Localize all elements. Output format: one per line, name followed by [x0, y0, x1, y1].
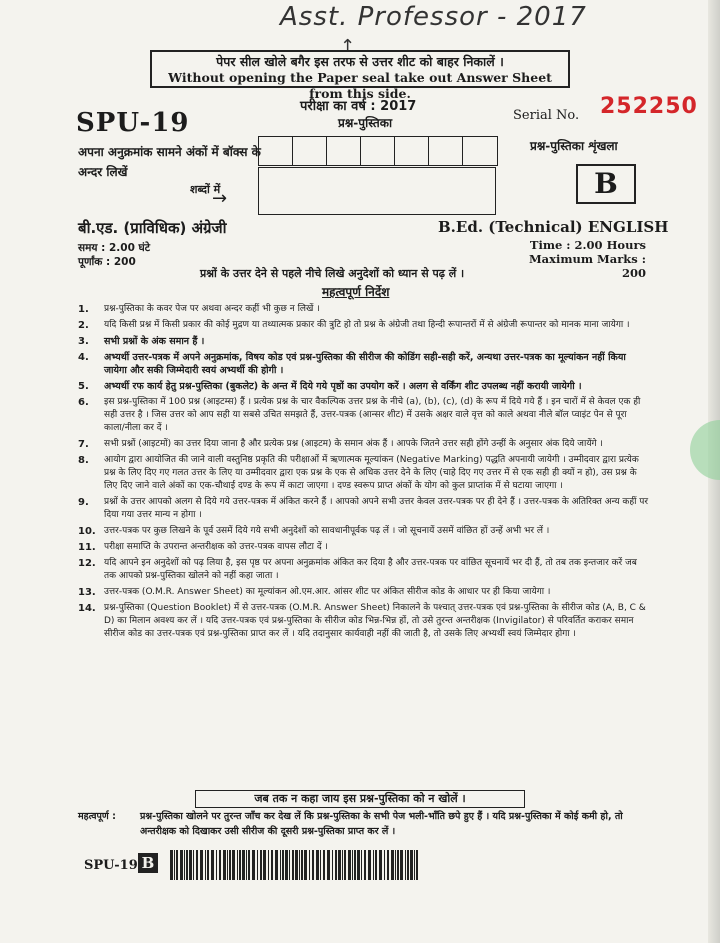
- time-marks-english: [520, 238, 646, 280]
- instruction-text: उत्तर-पत्रक (O.M.R. Answer Sheet) का मूल्यांकन ओ.एम.आर. आंसर शीट पर अंकित सीरीज कोड के आधार पर ही किया जायेगा ।: [104, 587, 551, 597]
- green-stamp: [690, 420, 720, 480]
- instruction-text: प्रश्न-पुस्तिका के कवर पेज पर अथवा अन्दर कहीं भी कुछ न लिखें ।: [104, 304, 320, 314]
- instruction-text: परीक्षा समाप्ति के उपरान्त अन्तरीक्षक को उत्तर-पत्रक वापस लौटा दें ।: [104, 542, 328, 552]
- barcode-bar: [375, 850, 377, 880]
- roll-number-label: अपना अनुक्रमांक सामने अंकों में बॉक्स के अन्दर लिखें: [78, 145, 261, 179]
- roll-digit-box[interactable]: [463, 137, 497, 165]
- roll-digit-box[interactable]: [327, 137, 361, 165]
- barcode-bar: [174, 850, 175, 880]
- barcode-bar: [246, 850, 247, 880]
- serial-number: 252250: [600, 94, 698, 119]
- instruction-item: [78, 351, 650, 377]
- arrow-up-icon: ↑: [340, 36, 356, 57]
- important-text: प्रश्न-पुस्तिका खोलने पर तुरन्त जाँच कर देख लें कि प्रश्न-पुस्तिका के सभी पेज भली-भाँति छपे हुए हैं । यदि प्रश्न-पुस्तिका में कोई कमी हो, तो अन्तरीक्षक को दिखाकर उसी सीरीज की दूसरी प्रश्न-पुस्तिका प्राप्त कर लें ।: [140, 811, 623, 837]
- instruction-text: सभी प्रश्नों (आइटमों) का उत्तर दिया जाना है और प्रत्येक प्रश्न (आइटम) के समान अंक हैं । आपके जितने उत्तर सही होंगे उन्हीं के अनुसार अंक दिये जायेंगे ।: [104, 439, 603, 449]
- instruction-text: इस प्रश्न-पुस्तिका में 100 प्रश्न (आइटम्स) हैं । प्रत्येक प्रश्न के चार वैकल्पिक उत्तर प्रश्न के नीचे (a), (b), (c), (d) के रूप में दिये गये हैं । इन चारों में से केवल एक ही सही उत्तर है । जिस उत्तर को आप सही या सबसे उचित समझते हैं, उत्तर-पत्रक (आन्सर शीट) में उसके अक्षर वाले वृत्त को काले अथवा नीले बॉल प्वाइंट पेन से पूरा काला/नीला कर दें ।: [104, 397, 641, 433]
- roll-digit-box[interactable]: [293, 137, 327, 165]
- important-note: [78, 809, 652, 839]
- barcode-bar: [368, 850, 371, 880]
- instruction-text: यदि किसी प्रश्न में किसी प्रकार की कोई मुद्रण या तथ्यात्मक प्रकार की त्रुटि हो तो प्रश्न के अंग्रेजी तथा हिन्दी रूपान्तरों में से अंग्रेजी रूपान्तर को मानक माना जायेगा ।: [104, 320, 630, 330]
- arrow-right-icon: →: [212, 188, 228, 209]
- barcode-bar: [335, 850, 337, 880]
- subject-english: B.Ed. (Technical) ENGLISH: [438, 218, 669, 236]
- barcode-bar: [268, 850, 269, 880]
- barcode-bar: [176, 850, 178, 880]
- series-box: B: [576, 164, 636, 204]
- barcode-bar: [200, 850, 203, 880]
- instruction-text: अभ्यर्थी उत्तर-पत्रक में अपने अनुक्रमांक, विषय कोड एवं प्रश्न-पुस्तिका की सीरीज की कोडिंग सही-सही करें, अन्यथा उत्तर-पत्रक का मूल्यांकन नहीं किया जायेगा और सकी जिम्मेदारी स्वयं अभ्यर्थी की होगी ।: [104, 352, 626, 376]
- instruction-number: 8.: [78, 455, 89, 466]
- marks-english: Maximum Marks : 200: [528, 252, 646, 280]
- instruction-item: [78, 602, 650, 641]
- instruction-number: 1.: [78, 304, 89, 315]
- instruction-item: [78, 496, 650, 522]
- barcode-bar: [342, 850, 343, 880]
- time-hindi: समय : 2.00 घंटे: [78, 242, 151, 254]
- seal-notice-english: Without opening the Paper seal take out Answer Sheet from this side.: [168, 70, 552, 101]
- barcode-bar: [379, 850, 382, 880]
- barcode-bar: [292, 850, 294, 880]
- marks-hindi: पूर्णांक : 200: [78, 256, 136, 268]
- barcode-bar: [170, 850, 173, 880]
- barcode-bar: [309, 850, 310, 880]
- barcode-bar: [275, 850, 278, 880]
- barcode-bar: [338, 850, 341, 880]
- barcode-bar: [219, 850, 221, 880]
- barcode-bar: [357, 850, 360, 880]
- barcode-bar: [323, 850, 325, 880]
- instruction-text: यदि आपने इन अनुदेशों को पढ़ लिया है, इस पृष्ठ पर अपना अनुक्रमांक अंकित कर दिया है और उत्तर-पत्रक पर वांछित सूचनायें भर दी हैं, तो तब तक इन्तजार करें जब तक आपको प्रश्न-पुस्तिका खोलने को नहीं कहा जाता ।: [104, 558, 637, 581]
- instruction-text: प्रश्नों के उत्तर आपको अलग से दिये गये उत्तर-पत्रक में अंकित करने हैं । आपको अपने सभी उत्तर केवल उत्तर-पत्रक पर ही देने हैं । उत्तर-पत्रक के अतिरिक्त अन्य कहीं पर दिया गया उत्तर मान्य न होगा ।: [104, 497, 649, 520]
- barcode-bar: [257, 850, 258, 880]
- barcode-bar: [186, 850, 188, 880]
- barcode-bar: [223, 850, 226, 880]
- barcode-bar: [216, 850, 217, 880]
- barcode-bar: [352, 850, 353, 880]
- barcode-bar: [271, 850, 273, 880]
- instruction-number: 7.: [78, 439, 89, 450]
- barcode-bar: [348, 850, 351, 880]
- barcode-bar: [280, 850, 281, 880]
- instruction-text: प्रश्न-पुस्तिका (Question Booklet) में से उत्तर-पत्रक (O.M.R. Answer Sheet) निकालने के पश्चात् उत्तर-पत्रक एवं प्रश्न-पुस्तिका के सीरीज कोड (A, B, C & D) का मिलान अवश्य कर लें । यदि उत्तर-पत्रक एवं प्रश्न-पुस्तिका के सीरीज कोड भिन्न-भिन्न हों, तो उसे तुरन्त अन्तरीक्षक (Invigilator) से परिवर्तित कराकर समान सीरीज कोड का उत्तर-पत्रक एवं प्रश्न-पुस्तिका प्राप्त कर लें । यदि तदानुसार कार्यवाही नहीं की जाती है, तो उसके लिए अभ्यर्थी स्वयं जिम्मेदार होगा ।: [104, 603, 646, 639]
- barcode-bar: [237, 850, 238, 880]
- series-label: प्रश्न-पुस्तिका शृंखला: [530, 139, 618, 153]
- barcode-bar: [180, 850, 183, 880]
- barcode-bar: [205, 850, 206, 880]
- roll-digit-box[interactable]: [259, 137, 293, 165]
- barcode-bar: [239, 850, 241, 880]
- instruction-number: 11.: [78, 542, 96, 553]
- barcode-bar: [395, 850, 396, 880]
- barcode-bar: [289, 850, 290, 880]
- barcode-bar: [410, 850, 413, 880]
- instruction-item: [78, 319, 650, 332]
- barcode-bar: [227, 850, 228, 880]
- roll-digit-box[interactable]: [395, 137, 429, 165]
- instruction-number: 6.: [78, 397, 89, 408]
- barcode-bar: [414, 850, 415, 880]
- barcode-bar: [184, 850, 185, 880]
- barcode-bar: [364, 850, 366, 880]
- instructions-intro: प्रश्नों के उत्तर देने से पहले नीचे लिखे अनुदेशों को ध्यान से पढ़ लें ।: [200, 267, 465, 280]
- instruction-item: [78, 380, 650, 393]
- barcode-bar: [327, 850, 330, 880]
- instruction-item: [78, 557, 650, 583]
- barcode-bar: [354, 850, 356, 880]
- barcode-bar: [263, 850, 266, 880]
- footer-series: B: [138, 853, 158, 873]
- instruction-item: [78, 586, 650, 599]
- words-label: शब्दों में: [190, 183, 221, 196]
- roll-number-grid[interactable]: [258, 136, 498, 166]
- instruction-number: 4.: [78, 352, 89, 363]
- barcode-bar: [282, 850, 284, 880]
- barcode-bar: [344, 850, 346, 880]
- seal-notice-box: [150, 50, 570, 101]
- barcode-bar: [229, 850, 231, 880]
- instruction-text: सभी प्रश्नों के अंक समान हैं ।: [104, 336, 205, 347]
- barcode-bar: [387, 850, 389, 880]
- barcode-bar: [189, 850, 192, 880]
- barcode-bar: [232, 850, 235, 880]
- handwritten-note: Asst. Professor - 2017: [280, 2, 587, 32]
- barcode-bar: [397, 850, 399, 880]
- barcode-bar: [295, 850, 298, 880]
- seal-notice-hindi: पेपर सील खोले बगैर इस तरफ से उत्तर शीट को बाहर निकालें ।: [216, 54, 504, 69]
- barcode-bar: [405, 850, 406, 880]
- do-not-open-box: जब तक न कहा जाय इस प्रश्न-पुस्तिका को न खोलें ।: [195, 790, 525, 808]
- serial-label: Serial No.: [513, 108, 580, 123]
- instruction-item: [78, 541, 650, 554]
- instruction-text: आयोग द्वारा आयोजित की जाने वाली वस्तुनिष्ठ प्रकृति की परीक्षाओं में ऋणात्मक मूल्यांकन (Negative Marking) पद्धति अपनायी जायेगी । उम्मीदवार द्वारा प्रत्येक प्रश्न के लिए दिए गए गलत उत्तर के लिए या उम्मीदवार द्वारा एक प्रश्न के एक से अधिक उत्तर देने के लिए (चाहे दिए गए उत्तर में से एक सही ही क्यों न हो), उस प्रश्न के लिए दिए जाने वाले अंकों का एक-चौथाई दण्ड के रूप में काटा जाएगा । दण्ड स्वरूप प्राप्त अंकों के योग को कुल प्राप्तांक में से घटाया जाएगा ।: [104, 455, 639, 491]
- barcode-bar: [373, 850, 374, 880]
- instruction-item: [78, 303, 650, 316]
- instruction-item: [78, 335, 650, 348]
- barcode-bar: [301, 850, 303, 880]
- barcode-bar: [416, 850, 418, 880]
- paper-code: SPU-19: [76, 108, 190, 138]
- instruction-text: अभ्यर्थी रफ कार्य हेतु प्रश्न-पुस्तिका (बुकलेट) के अन्त में दिये गये पृष्ठों का उपयोग करें । अलग से वर्किंग शीट उपलब्ध नहीं करायी जायेगी ।: [104, 381, 582, 392]
- barcode-bar: [299, 850, 300, 880]
- barcode-bar: [211, 850, 214, 880]
- instruction-number: 10.: [78, 526, 96, 537]
- instructions-heading: महत्वपूर्ण निर्देश: [322, 285, 390, 299]
- instruction-item: [78, 438, 650, 451]
- roll-digit-box[interactable]: [429, 137, 463, 165]
- barcode-bar: [320, 850, 321, 880]
- subject-hindi: बी.एड. (प्राविधिक) अंग्रेजी: [78, 219, 227, 237]
- barcode-bar: [252, 850, 255, 880]
- barcode-bar: [361, 850, 362, 880]
- barcode-bar: [207, 850, 209, 880]
- instruction-number: 3.: [78, 336, 89, 347]
- instruction-item: [78, 454, 650, 493]
- barcode-bar: [391, 850, 394, 880]
- important-label: महत्वपूर्ण :: [78, 811, 116, 822]
- instruction-number: 14.: [78, 603, 96, 614]
- barcode-bar: [285, 850, 288, 880]
- time-english: Time : 2.00 Hours: [529, 238, 646, 252]
- instruction-item: [78, 525, 650, 538]
- time-marks-hindi: [78, 241, 150, 269]
- instruction-number: 9.: [78, 497, 89, 508]
- instruction-number: 2.: [78, 320, 89, 331]
- footer-code: SPU-19: [84, 858, 138, 873]
- instruction-number: 12.: [78, 558, 96, 569]
- instruction-text: उत्तर-पत्रक पर कुछ लिखने के पूर्व उसमें दिये गये सभी अनुदेशों को सावधानीपूर्वक पढ़ लें । जो सूचनायें उसमें वांछित हों उन्हें अभी भर लें ।: [104, 526, 550, 536]
- instruction-number: 13.: [78, 587, 96, 598]
- barcode-bar: [400, 850, 403, 880]
- barcode-bar: [242, 850, 245, 880]
- booklet-label: प्रश्न-पुस्तिका: [338, 116, 393, 130]
- barcode-bar: [248, 850, 250, 880]
- barcode: [170, 850, 420, 880]
- barcode-bar: [384, 850, 385, 880]
- barcode-bar: [193, 850, 194, 880]
- instruction-number: 5.: [78, 381, 89, 392]
- barcode-bar: [312, 850, 314, 880]
- instruction-item: [78, 396, 650, 435]
- barcode-bar: [316, 850, 319, 880]
- instructions-list: [78, 303, 650, 644]
- barcode-bar: [332, 850, 333, 880]
- barcode-bar: [260, 850, 262, 880]
- roll-in-words-box[interactable]: [258, 167, 496, 215]
- exam-year: परीक्षा का वर्ष : 2017: [300, 99, 417, 114]
- barcode-bar: [304, 850, 307, 880]
- barcode-bar: [196, 850, 198, 880]
- roll-digit-box[interactable]: [361, 137, 395, 165]
- barcode-bar: [407, 850, 409, 880]
